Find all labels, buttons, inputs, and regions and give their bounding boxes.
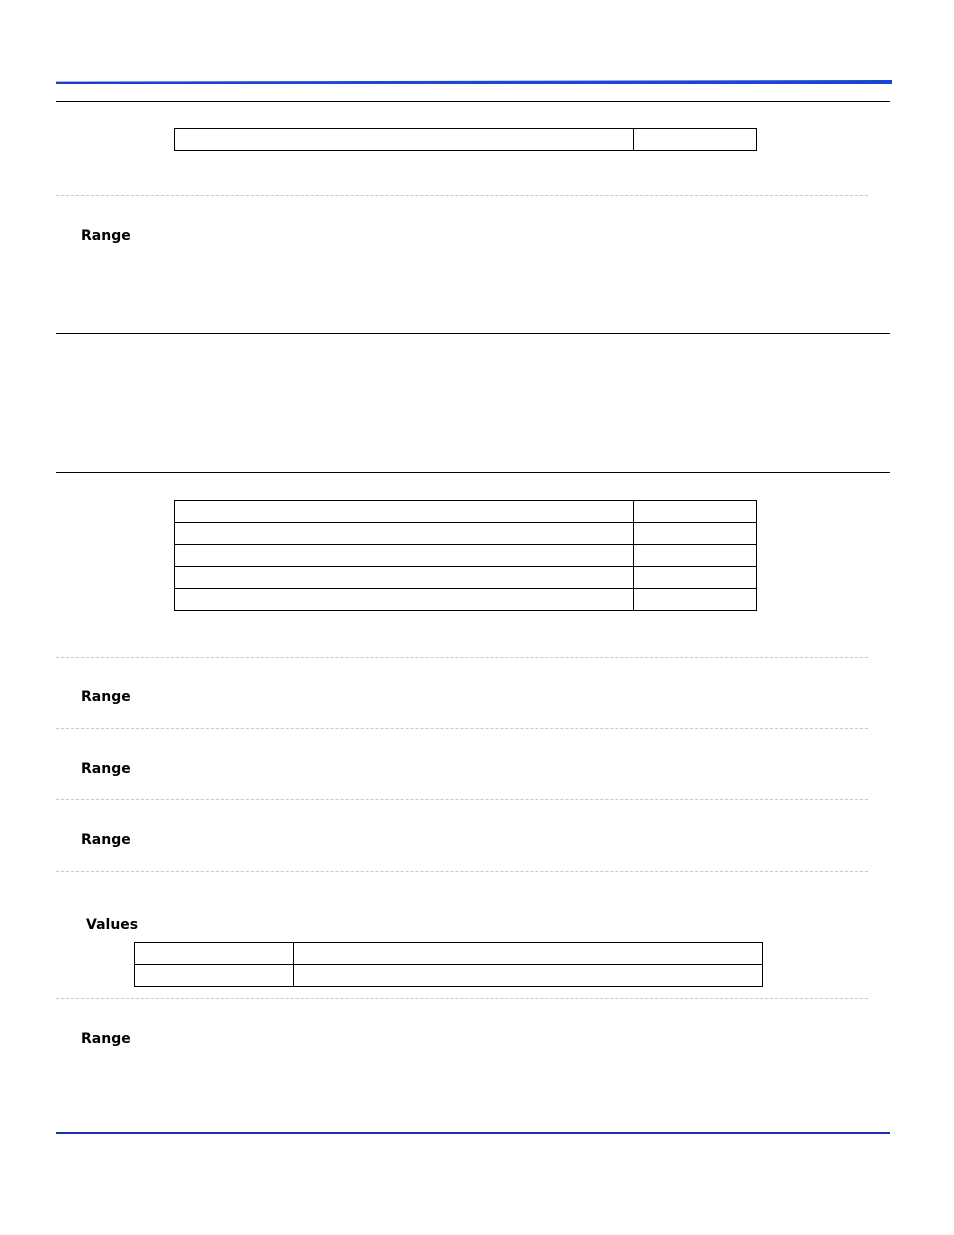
values-label: Values [86, 917, 139, 933]
section-divider [56, 195, 868, 196]
header-band [56, 80, 892, 84]
table-cell [175, 129, 634, 151]
table-cell [294, 943, 763, 965]
table-cell [135, 965, 294, 987]
section-divider [56, 871, 868, 872]
table-cell [634, 567, 757, 589]
table-2 [174, 500, 757, 611]
table-row [175, 567, 757, 589]
section-rule [56, 472, 890, 473]
table-1 [174, 128, 757, 151]
table-cell [175, 589, 634, 611]
table-row [175, 545, 757, 567]
table-cell [175, 567, 634, 589]
table-row [135, 965, 763, 987]
table-cell [634, 501, 757, 523]
table-row [175, 589, 757, 611]
table-cell [294, 965, 763, 987]
table-cell [175, 545, 634, 567]
range-label: Range [81, 1031, 131, 1047]
section-divider [56, 998, 868, 999]
table-cell [634, 589, 757, 611]
table-cell [634, 129, 757, 151]
section-rule [56, 333, 890, 334]
range-label: Range [81, 832, 131, 848]
footer-rule [56, 1132, 890, 1134]
section-divider [56, 799, 868, 800]
range-label: Range [81, 689, 131, 705]
table-cell [634, 545, 757, 567]
header-rule [56, 101, 890, 102]
table-cell [175, 523, 634, 545]
table-3 [134, 942, 763, 987]
table-cell [634, 523, 757, 545]
table-cell [135, 943, 294, 965]
table-cell [175, 501, 634, 523]
section-divider [56, 657, 868, 658]
table-row [175, 129, 757, 151]
section-divider [56, 728, 868, 729]
table-row [175, 501, 757, 523]
range-label: Range [81, 228, 131, 244]
table-row [135, 943, 763, 965]
table-row [175, 523, 757, 545]
range-label: Range [81, 761, 131, 777]
